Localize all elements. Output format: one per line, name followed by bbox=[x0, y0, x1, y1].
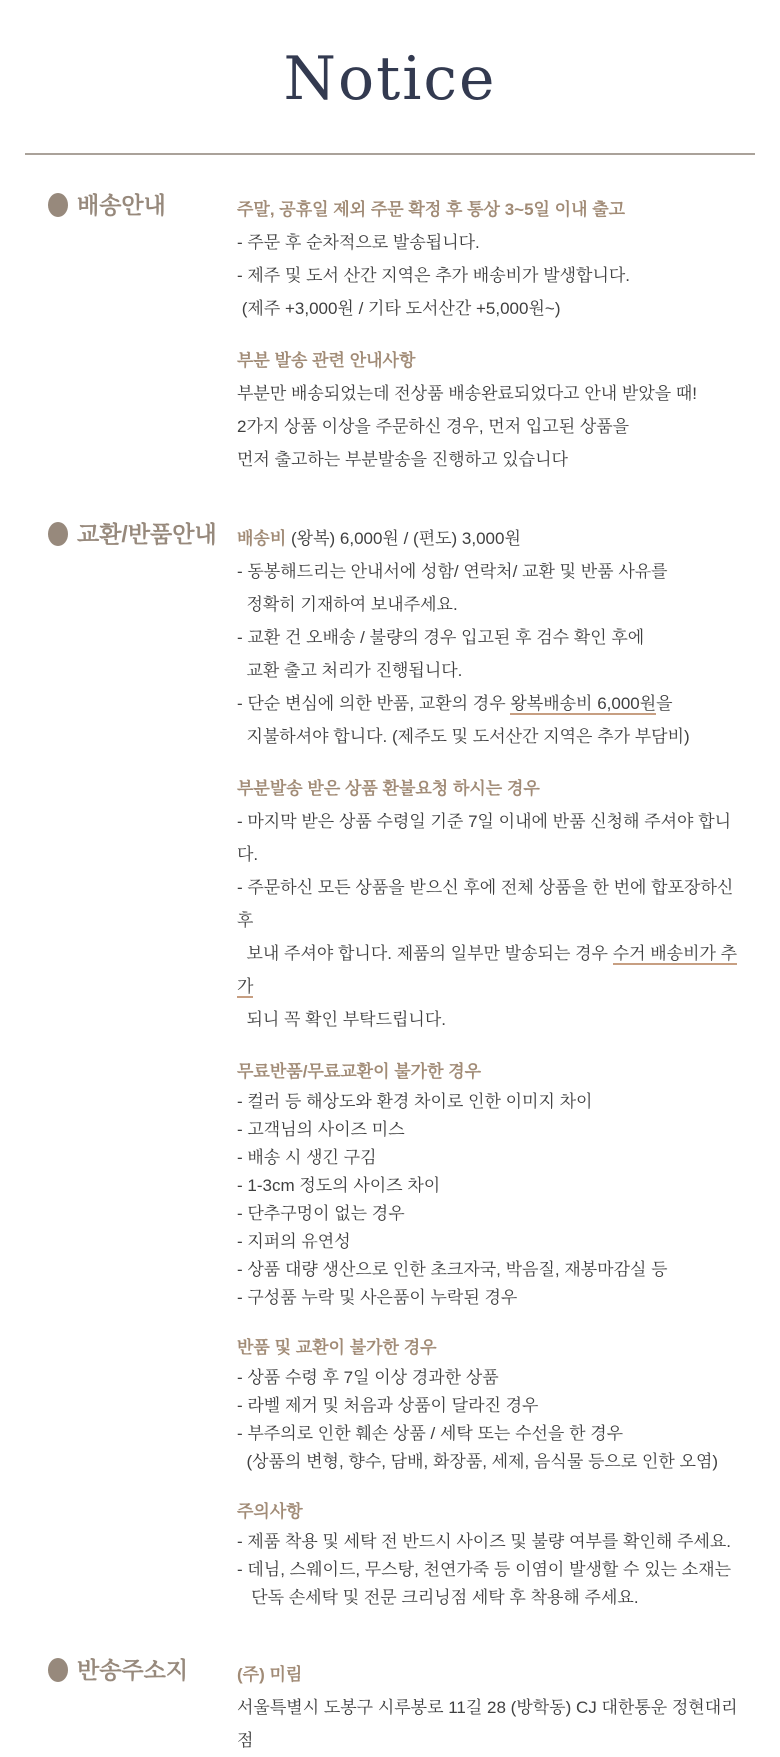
subheading: (주) 미림 bbox=[237, 1665, 303, 1685]
subheading: 무료반품/무료교환이 불가한 경우 bbox=[237, 1062, 482, 1082]
body-line: (제주 +3,000원 / 기타 도서산간 +5,000원~) bbox=[237, 299, 561, 319]
sections-container bbox=[0, 191, 780, 1757]
body-line: - 상품 대량 생산으로 인한 초크자국, 박음질, 재봉마감실 등 bbox=[237, 1260, 668, 1280]
subheading: 부분 발송 관련 안내사항 bbox=[237, 351, 416, 371]
section-label-column bbox=[48, 1656, 237, 1684]
body-line: 단독 손세탁 및 전문 크리닝점 세탁 후 착용해 주세요. bbox=[237, 1588, 639, 1608]
subheading: 반품 및 교환이 불가한 경우 bbox=[237, 1338, 437, 1358]
section-label-column bbox=[48, 191, 237, 219]
body-line: - 제품 착용 및 세탁 전 반드시 사이즈 및 불량 여부를 확인해 주세요. bbox=[237, 1532, 732, 1552]
bullet-icon bbox=[48, 193, 68, 217]
body-line: - 단순 변심에 의한 반품, 교환의 경우 왕복배송비 6,000원을 bbox=[237, 694, 673, 714]
body-line: 지불하셔야 합니다. (제주도 및 도서산간 지역은 추가 부담비) bbox=[237, 727, 690, 747]
body-line: 서울특별시 도봉구 시루봉로 11길 28 (방학동) CJ 대한통운 정현대리점 bbox=[237, 1698, 738, 1751]
body-line: 정확히 기재하여 보내주세요. bbox=[237, 595, 458, 615]
body-line: - 마지막 받은 상품 수령일 기준 7일 이내에 반품 신청해 주셔야 합니다. bbox=[237, 812, 732, 865]
subheading: 주의사항 bbox=[237, 1502, 303, 1522]
subheading: 부분발송 받은 상품 환불요청 하시는 경우 bbox=[237, 779, 540, 799]
body-line: - 고객님의 사이즈 미스 bbox=[237, 1120, 405, 1140]
body-line: 되니 꼭 확인 부탁드립니다. bbox=[237, 1010, 446, 1030]
header-divider bbox=[25, 153, 755, 155]
body-line: - 컬러 등 해상도와 환경 차이로 인한 이미지 차이 bbox=[237, 1092, 593, 1112]
section-label: 배송안내 bbox=[77, 192, 166, 219]
body-line: 부분만 배송되었는데 전상품 배송완료되었다고 안내 받았을 때! bbox=[237, 384, 698, 404]
body-line: - 배송 시 생긴 구김 bbox=[237, 1148, 377, 1168]
body-line: - 데님, 스웨이드, 무스탕, 천연가죽 등 이염이 발생할 수 있는 소재는 bbox=[237, 1560, 732, 1580]
body-line: 배송비 (왕복) 6,000원 / (편도) 3,000원 bbox=[237, 529, 521, 549]
text-block bbox=[237, 226, 750, 325]
section-label-column bbox=[48, 520, 237, 548]
page-title: Notice bbox=[283, 44, 497, 114]
notice-section bbox=[0, 1656, 780, 1757]
body-line: - 단추구멍이 없는 경우 bbox=[237, 1204, 405, 1224]
text-block bbox=[237, 377, 750, 476]
section-label: 교환/반품안내 bbox=[77, 521, 217, 548]
body-line: - 구성품 누락 및 사은품이 누락된 경우 bbox=[237, 1288, 518, 1308]
body-line: - 부주의로 인한 훼손 상품 / 세탁 또는 수선을 한 경우 bbox=[237, 1424, 624, 1444]
body-line: - 1-3cm 정도의 사이즈 차이 bbox=[237, 1176, 441, 1196]
section-label: 반송주소지 bbox=[77, 1657, 189, 1684]
body-line: (상품의 변형, 향수, 담배, 화장품, 세제, 음식물 등으로 인한 오염) bbox=[237, 1452, 719, 1472]
notice-section bbox=[0, 191, 780, 476]
body-line: 교환 출고 처리가 진행됩니다. bbox=[237, 661, 463, 681]
body-line: - 상품 수령 후 7일 이상 경과한 상품 bbox=[237, 1368, 499, 1388]
body-line: - 제주 및 도서 산간 지역은 추가 배송비가 발생합니다. bbox=[237, 266, 631, 286]
body-line: - 동봉해드리는 안내서에 성함/ 연락처/ 교환 및 반품 사유를 bbox=[237, 562, 668, 582]
body-line: - 주문 후 순차적으로 발송됩니다. bbox=[237, 233, 480, 253]
bullet-icon bbox=[48, 1658, 68, 1682]
body-line: - 라벨 제거 및 처음과 상품이 달라진 경우 bbox=[237, 1396, 539, 1416]
section-content-column bbox=[237, 520, 750, 1612]
body-line: - 교환 건 오배송 / 불량의 경우 입고된 후 검수 확인 후에 bbox=[237, 628, 645, 648]
body-line: 먼저 출고하는 부분발송을 진행하고 있습니다 bbox=[237, 450, 568, 470]
text-block bbox=[237, 1088, 750, 1312]
text-block bbox=[237, 522, 750, 753]
body-line: 보내 주셔야 합니다. 제품의 일부만 발송되는 경우 수거 배송비가 추가 bbox=[237, 944, 738, 997]
notice-section bbox=[0, 520, 780, 1612]
text-block bbox=[237, 1364, 750, 1476]
body-line: - 지퍼의 유연성 bbox=[237, 1232, 351, 1252]
section-content-column bbox=[237, 191, 750, 476]
subheading: 주말, 공휴일 제외 주문 확정 후 통상 3~5일 이내 출고 bbox=[237, 200, 626, 220]
bullet-icon bbox=[48, 522, 68, 546]
text-block bbox=[237, 1691, 750, 1757]
text-block bbox=[237, 805, 750, 1036]
body-line: 2가지 상품 이상을 주문하신 경우, 먼저 입고된 상품을 bbox=[237, 417, 630, 437]
section-content-column bbox=[237, 1656, 750, 1757]
body-line: - 주문하신 모든 상품을 받으신 후에 전체 상품을 한 번에 합포장하신 후 bbox=[237, 878, 739, 931]
text-block bbox=[237, 1528, 750, 1612]
